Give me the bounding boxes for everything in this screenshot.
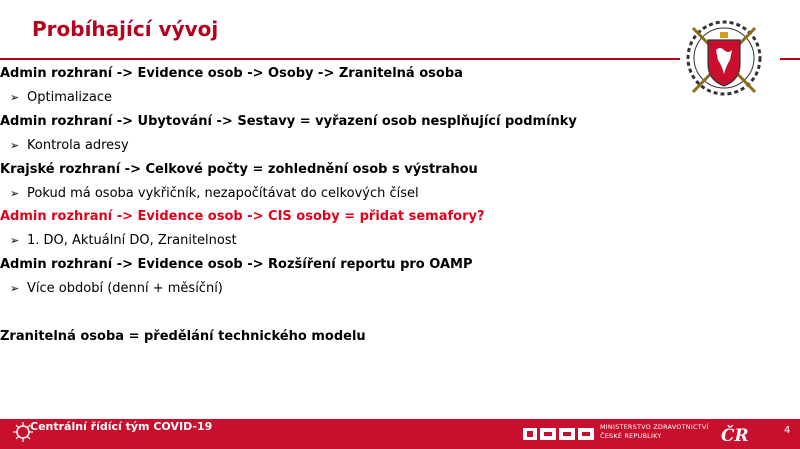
arrow-bullet-icon: ➢ [10, 91, 20, 104]
arrow-bullet-icon: ➢ [10, 282, 20, 295]
czech-republic-logo-icon [718, 423, 752, 445]
list-item: ➢ Kontrola adresy [10, 136, 129, 156]
list-item: Zranitelná osoba = předělání technického modelu [0, 329, 366, 344]
ministry-logo-icon [523, 425, 595, 443]
list-item-highlighted: Admin rozhraní -> Evidence osob -> CIS osoby = přidat semafory? [0, 209, 485, 224]
arrow-bullet-icon: ➢ [10, 234, 20, 247]
list-item: Krajské rozhraní -> Celkové počty = zohlednění osob s výstrahou [0, 162, 478, 177]
list-item: Admin rozhraní -> Evidence osob -> Rozšíření reportu pro OAMP [0, 257, 473, 272]
slide-title: Probíhající vývoj [32, 17, 219, 41]
arrow-bullet-icon: ➢ [10, 187, 20, 200]
page-number: 4 [784, 425, 791, 436]
ministry-name: MINISTERSTVO ZDRAVOTNICTVÍ ČESKÉ REPUBLIKY [600, 423, 709, 440]
list-item: Admin rozhraní -> Ubytování -> Sestavy = vyřazení osob nesplňující podmínky [0, 114, 577, 129]
state-emblem-icon [683, 14, 765, 102]
arrow-bullet-icon: ➢ [10, 139, 20, 152]
list-item: Admin rozhraní -> Evidence osob -> Osoby -> Zranitelná osoba [0, 66, 463, 81]
title-divider [0, 58, 680, 60]
list-item: ➢ Optimalizace [10, 88, 112, 108]
svg-text:ČR: ČR [721, 426, 749, 445]
footer-team-label: Centrální řídící tým COVID-19 [30, 420, 213, 433]
list-item: ➢ Pokud má osoba vykřičník, nezapočítávat do celkových čísel [10, 184, 419, 204]
title-divider-right [780, 58, 800, 60]
list-item: ➢ 1. DO, Aktuální DO, Zranitelnost [10, 231, 237, 251]
list-item: ➢ Více období (denní + měsíční) [10, 279, 223, 299]
